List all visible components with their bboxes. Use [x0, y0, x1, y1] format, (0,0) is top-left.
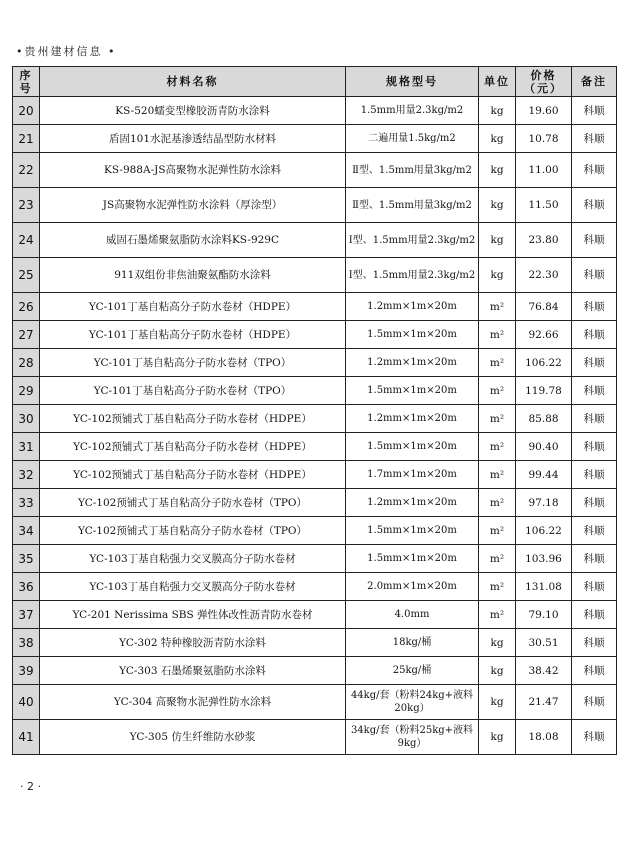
unit: kg [479, 720, 516, 755]
table-header-row [13, 67, 617, 97]
table-row [13, 405, 617, 433]
material-name: YC-102预铺式丁基自粘高分子防水卷材（TPO） [40, 489, 346, 517]
table-row [13, 657, 617, 685]
specification: 1.2mm×1m×20m [346, 489, 479, 517]
price: 92.66 [516, 321, 572, 349]
column-header-name: 材料名称 [40, 67, 346, 97]
unit: kg [479, 97, 516, 125]
price: 97.18 [516, 489, 572, 517]
price: 10.78 [516, 125, 572, 153]
unit: kg [479, 188, 516, 223]
material-name: YC-101丁基自粘高分子防水卷材（TPO） [40, 349, 346, 377]
unit: m² [479, 601, 516, 629]
row-number: 30 [13, 405, 40, 433]
unit: m² [479, 349, 516, 377]
price: 103.96 [516, 545, 572, 573]
row-number: 33 [13, 489, 40, 517]
note: 科顺 [572, 573, 617, 601]
note: 科顺 [572, 321, 617, 349]
row-number: 37 [13, 601, 40, 629]
material-name: YC-101丁基自粘高分子防水卷材（HDPE） [40, 293, 346, 321]
specification: 1.5mm×1m×20m [346, 377, 479, 405]
price: 30.51 [516, 629, 572, 657]
row-number: 28 [13, 349, 40, 377]
specification: 1.5mm×1m×20m [346, 545, 479, 573]
specification: 二遍用量1.5kg/m2 [346, 125, 479, 153]
unit: m² [479, 489, 516, 517]
material-name: YC-103丁基自粘强力交叉膜高分子防水卷材 [40, 545, 346, 573]
unit: kg [479, 657, 516, 685]
row-number: 40 [13, 685, 40, 720]
material-name: YC-102预铺式丁基自粘高分子防水卷材（HDPE） [40, 461, 346, 489]
publication-header: •贵州建材信息 • [16, 45, 117, 58]
price: 18.08 [516, 720, 572, 755]
table-row [13, 545, 617, 573]
table-row [13, 433, 617, 461]
price: 11.00 [516, 153, 572, 188]
price: 19.60 [516, 97, 572, 125]
row-number: 32 [13, 461, 40, 489]
unit: kg [479, 153, 516, 188]
table-row [13, 377, 617, 405]
note: 科顺 [572, 545, 617, 573]
table-row [13, 685, 617, 720]
material-name: YC-102预铺式丁基自粘高分子防水卷材（HDPE） [40, 433, 346, 461]
unit: m² [479, 321, 516, 349]
unit: m² [479, 293, 516, 321]
specification: Ⅱ型、1.5mm用量3kg/m2 [346, 188, 479, 223]
price: 79.10 [516, 601, 572, 629]
specification: 1.5mm×1m×20m [346, 321, 479, 349]
material-name: YC-103丁基自粘强力交叉膜高分子防水卷材 [40, 573, 346, 601]
price: 11.50 [516, 188, 572, 223]
price-table [12, 66, 617, 755]
note: 科顺 [572, 349, 617, 377]
row-number: 35 [13, 545, 40, 573]
specification: 1.5mm×1m×20m [346, 433, 479, 461]
note: 科顺 [572, 223, 617, 258]
unit: m² [479, 545, 516, 573]
price: 38.42 [516, 657, 572, 685]
unit: m² [479, 461, 516, 489]
material-name: 盾固101水泥基渗透结晶型防水材料 [40, 125, 346, 153]
note: 科顺 [572, 489, 617, 517]
note: 科顺 [572, 377, 617, 405]
material-name: YC-101丁基自粘高分子防水卷材（HDPE） [40, 321, 346, 349]
table-row [13, 293, 617, 321]
row-number: 29 [13, 377, 40, 405]
unit: kg [479, 223, 516, 258]
row-number: 26 [13, 293, 40, 321]
price: 76.84 [516, 293, 572, 321]
material-name: JS高聚物水泥弹性防水涂料（厚涂型） [40, 188, 346, 223]
material-name: 威固石墨烯聚氨脂防水涂料KS-929C [40, 223, 346, 258]
note: 科顺 [572, 601, 617, 629]
table-row [13, 489, 617, 517]
note: 科顺 [572, 153, 617, 188]
specification: 1.5mm用量2.3kg/m2 [346, 97, 479, 125]
note: 科顺 [572, 657, 617, 685]
price: 131.08 [516, 573, 572, 601]
specification: 44kg/套（粉料24kg+液料20kg） [346, 685, 479, 720]
row-number: 39 [13, 657, 40, 685]
note: 科顺 [572, 258, 617, 293]
material-name: YC-201 Nerissima SBS 弹性体改性沥青防水卷材 [40, 601, 346, 629]
unit: kg [479, 125, 516, 153]
table-row [13, 629, 617, 657]
column-header-note: 备注 [572, 67, 617, 97]
unit: m² [479, 517, 516, 545]
unit: m² [479, 433, 516, 461]
price: 85.88 [516, 405, 572, 433]
unit: kg [479, 258, 516, 293]
specification: Ⅰ型、1.5mm用量2.3kg/m2 [346, 258, 479, 293]
note: 科顺 [572, 293, 617, 321]
material-name: YC-102预铺式丁基自粘高分子防水卷材（HDPE） [40, 405, 346, 433]
material-name: YC-305 仿生纤维防水砂浆 [40, 720, 346, 755]
column-header-no: 序号 [13, 67, 40, 97]
specification: 2.0mm×1m×20m [346, 573, 479, 601]
specification: 25kg/桶 [346, 657, 479, 685]
column-header-price: 价格（元） [516, 67, 572, 97]
price: 106.22 [516, 517, 572, 545]
price: 106.22 [516, 349, 572, 377]
note: 科顺 [572, 97, 617, 125]
price: 21.47 [516, 685, 572, 720]
note: 科顺 [572, 188, 617, 223]
row-number: 25 [13, 258, 40, 293]
material-name: YC-302 特种橡胶沥青防水涂料 [40, 629, 346, 657]
column-header-spec: 规格型号 [346, 67, 479, 97]
specification: Ⅱ型、1.5mm用量3kg/m2 [346, 153, 479, 188]
note: 科顺 [572, 629, 617, 657]
table-row [13, 188, 617, 223]
specification: 1.2mm×1m×20m [346, 405, 479, 433]
row-number: 24 [13, 223, 40, 258]
unit: m² [479, 573, 516, 601]
specification: 18kg/桶 [346, 629, 479, 657]
row-number: 27 [13, 321, 40, 349]
table-row [13, 258, 617, 293]
row-number: 36 [13, 573, 40, 601]
specification: 34kg/套（粉料25kg+液料9kg） [346, 720, 479, 755]
price: 99.44 [516, 461, 572, 489]
price: 23.80 [516, 223, 572, 258]
table-row [13, 517, 617, 545]
note: 科顺 [572, 517, 617, 545]
note: 科顺 [572, 405, 617, 433]
row-number: 31 [13, 433, 40, 461]
unit: kg [479, 685, 516, 720]
note: 科顺 [572, 685, 617, 720]
material-name: 911双组份非焦油聚氨酯防水涂料 [40, 258, 346, 293]
row-number: 22 [13, 153, 40, 188]
material-name: KS-520蠕变型橡胶沥青防水涂料 [40, 97, 346, 125]
note: 科顺 [572, 125, 617, 153]
row-number: 21 [13, 125, 40, 153]
unit: m² [479, 377, 516, 405]
material-name: KS-988A-JS高聚物水泥弹性防水涂料 [40, 153, 346, 188]
table-row [13, 125, 617, 153]
table-row [13, 349, 617, 377]
material-name: YC-304 高聚物水泥弹性防水涂料 [40, 685, 346, 720]
specification: 4.0mm [346, 601, 479, 629]
unit: m² [479, 405, 516, 433]
specification: 1.2mm×1m×20m [346, 293, 479, 321]
material-name: YC-303 石墨烯聚氨脂防水涂料 [40, 657, 346, 685]
note: 科顺 [572, 461, 617, 489]
page-number: · 2 · [20, 780, 41, 793]
table-row [13, 223, 617, 258]
table-row [13, 97, 617, 125]
table-row [13, 461, 617, 489]
row-number: 23 [13, 188, 40, 223]
table-body [13, 97, 617, 755]
row-number: 38 [13, 629, 40, 657]
table-row [13, 720, 617, 755]
price: 22.30 [516, 258, 572, 293]
row-number: 41 [13, 720, 40, 755]
row-number: 34 [13, 517, 40, 545]
table-row [13, 321, 617, 349]
material-name: YC-101丁基自粘高分子防水卷材（TPO） [40, 377, 346, 405]
specification: 1.2mm×1m×20m [346, 349, 479, 377]
specification: Ⅰ型、1.5mm用量2.3kg/m2 [346, 223, 479, 258]
unit: kg [479, 629, 516, 657]
table-row [13, 573, 617, 601]
price: 119.78 [516, 377, 572, 405]
price: 90.40 [516, 433, 572, 461]
table-row [13, 601, 617, 629]
note: 科顺 [572, 720, 617, 755]
material-name: YC-102预铺式丁基自粘高分子防水卷材（TPO） [40, 517, 346, 545]
table-row [13, 153, 617, 188]
specification: 1.5mm×1m×20m [346, 517, 479, 545]
specification: 1.7mm×1m×20m [346, 461, 479, 489]
row-number: 20 [13, 97, 40, 125]
note: 科顺 [572, 433, 617, 461]
column-header-unit: 单位 [479, 67, 516, 97]
